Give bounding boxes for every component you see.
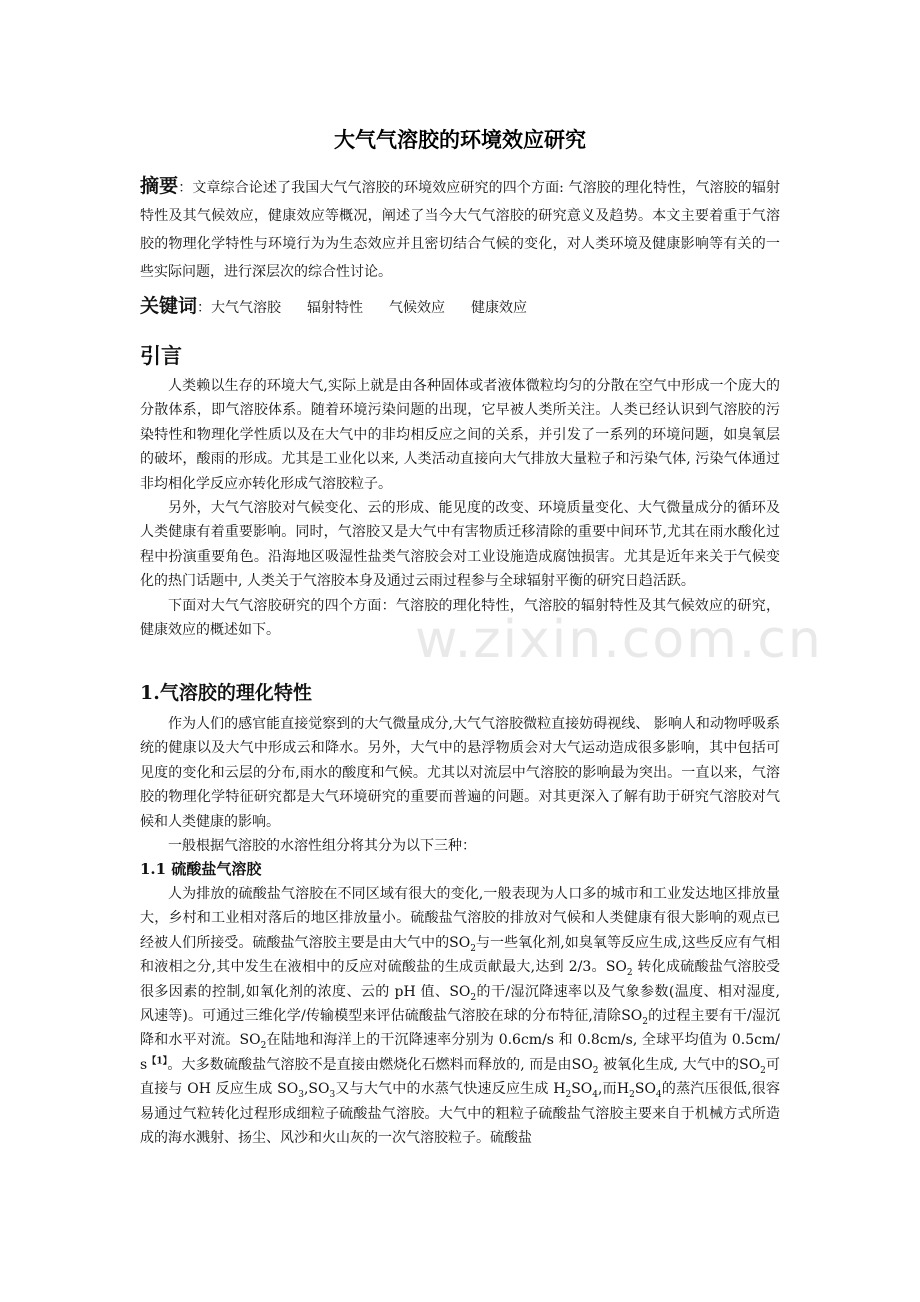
chem-formula: $SO_2$ bbox=[621, 1008, 649, 1027]
text-run: ,而 bbox=[598, 1081, 617, 1098]
keywords bbox=[140, 292, 780, 322]
abstract bbox=[140, 172, 780, 286]
text-run: 又与大气中的水蒸气快速反应生成 bbox=[335, 1081, 554, 1098]
chem-formula: $SO_3$ bbox=[277, 1081, 304, 1101]
text-run: 的蒸汽压很低,很容易通过气粒转化过程形成细粒子硫酸盐气溶胶。大气中的粗粒子硫酸盐气溶胶主要来自于机械方式所造成的海水溅射、扬尘、风沙和火山灰的一次气溶胶粒子。硫酸盐 bbox=[140, 1081, 780, 1147]
abstract-text: ：文章综合论述了我国大气气溶胶的环境效应研究的四个方面: 气溶胶的理化特性，气溶胶的辐射特性及其气候效应，健康效应等概况，阐述了当今大气气溶胶的研究意义及趋势。本文主要着重于气溶胶的物理化学特性与环境行为为生态效应并且密切结合气候的变化，对人类环境及健康影响等有关的一些实际问题，进行深层次的综合性讨论。 bbox=[140, 180, 780, 280]
text-run: 人为排放的硫酸盐气溶胶在不同区域有很大的变化,一般表现为人口多的城市和工业发达地区排放量大，乡村和工业相对落后的地区排放量小。硫酸盐气溶胶的排放对气候和人类健康有很大影响的观点已经被人们所接受。硫酸盐气溶胶主要是由大气中的 bbox=[140, 886, 780, 951]
citation-ref: 【1】 bbox=[147, 1056, 168, 1067]
section1-1-paragraph bbox=[140, 882, 780, 1150]
section1-body bbox=[140, 712, 780, 858]
keyword-item: 辐射特性 bbox=[307, 300, 364, 316]
intro-paragraph: 人类赖以生存的环境大气,实际上就是由各种固体或者液体微粒均匀的分散在空气中形成一个庞大的分散体系，即气溶胶体系。随着环境污染问题的出现，它早被人类所关注。人类已经认识到气溶胶的污染特性和物理化学性质以及在大气中的非均相反应之间的关系，并引发了一系列的环境问题，如臭氧层的破坏，酸雨的形成。尤其是工业化以来, 人类活动直接向大气排放大量粒子和污染气体, 污染气体通过非均相化学反应亦转化形成气溶胶粒子。 bbox=[140, 378, 780, 492]
text-run: 与一些氧化剂,如臭氧等反应生成,这些反应有气相和液相之分,其中发生在液相中的反应对硫酸盐的生成贡献最大,达到 2/3。 bbox=[140, 934, 781, 976]
intro-paragraph: 另外，大气气溶胶对气候变化、云的形成、能见度的改变、环境质量变化、大气微量成分的循环及人类健康有着重要影响。同时，气溶胶又是大气中有害物质迁移清除的重要中间环节,尤其在雨水酸化过程中扮演重要角色。沿海地区吸湿性盐类气溶胶会对工业设施造成腐蚀损害。尤其是近年来关于气候变化的热门话题中, 人类关于气溶胶本身及通过云雨过程参与全球辐射平衡的研究日趋活跃。 bbox=[140, 500, 780, 590]
chem-formula: $SO_2$ bbox=[449, 983, 477, 1003]
text-run: 可直接与 OH 反应生成 bbox=[140, 1056, 781, 1098]
chem-formula: $SO_2$ bbox=[449, 934, 476, 954]
text-run: 的过程主要有干/湿沉降和水平对流。 bbox=[140, 1008, 780, 1049]
text-run: 的干/湿沉降速率以及气象参数(温度、相对湿度, 风速等)。可通过三维化学/传输模型来评估硫酸盐气溶胶在球的分布特征,清除 bbox=[140, 983, 780, 1025]
keyword-item: 气候效应 bbox=[389, 300, 446, 316]
chem-formula: $H_2SO_4$ bbox=[616, 1081, 662, 1101]
keyword-item: 健康效应 bbox=[471, 300, 528, 316]
section1-heading: 1.气溶胶的理化特性 bbox=[140, 682, 312, 704]
intro-paragraph: 下面对大气气溶胶研究的四个方面：气溶胶的理化特性，气溶胶的辐射特性及其气候效应的研究，健康效应的概述如下。 bbox=[140, 597, 780, 639]
chem-formula: $SO_3$ bbox=[308, 1081, 336, 1101]
intro-body bbox=[140, 374, 780, 642]
watermark: w.zixin.com.cn bbox=[415, 610, 823, 670]
abstract-label: 摘要 bbox=[140, 175, 179, 197]
section1-1-body bbox=[140, 882, 780, 1150]
section1-paragraph: 一般根据气溶胶的水溶性组分将其分为以下三种： bbox=[168, 838, 476, 855]
chem-formula: $SO_2$ bbox=[239, 1032, 267, 1052]
section1-paragraph: 作为人们的感官能直接觉察到的大气微量成分,大气气溶胶微粒直接妨碍视线、 影响人和动物呼吸系统的健康以及大气中形成云和降水。另外，大气中的悬浮物质会对大气运动造成很多影响，其中包括可见度的变化和云层的分布,雨水的酸度和气候。尤其以对流层中气溶胶的影响最为突出。一直以来，气溶胶的物理化学特征研究都是大气环境研究的重要而普遍的问题。对其更深入了解有助于研究气溶胶对气候和人类健康的影响。 bbox=[140, 716, 780, 830]
keywords-label: 关键词 bbox=[140, 295, 198, 317]
chem-formula: $SO_2$ bbox=[571, 1056, 599, 1076]
chem-formula: $SO_2$ bbox=[605, 959, 633, 979]
intro-heading: 引言 bbox=[140, 343, 182, 368]
keyword-item: 大气气溶胶 bbox=[211, 300, 282, 316]
text-run: 被氧化生成, 大气中的 bbox=[598, 1056, 740, 1073]
text-run: 在陆地和海洋上的干沉降速率分别为 0.6cm/s 和 0.8cm/s, 全球平均值为 0.5cm/ s bbox=[140, 1032, 780, 1073]
chem-formula: $H_2SO_4$ bbox=[553, 1081, 599, 1101]
keywords-separator: ： bbox=[197, 300, 212, 316]
text-run: , bbox=[303, 1081, 309, 1098]
section1-1-heading: 1.1 硫酸盐气溶胶 bbox=[140, 860, 262, 878]
text-run: 转化成硫酸盐气溶胶受很多因素的控制,如氧化剂的浓度、云的 pH 值、 bbox=[140, 959, 780, 1000]
text-run: 。大多数硫酸盐气溶胶不是直接由燃烧化石燃料而释放的, 而是由 bbox=[167, 1056, 572, 1073]
chem-formula: $SO_2$ bbox=[739, 1056, 766, 1076]
page-title: 大气气溶胶的环境效应研究 bbox=[334, 127, 586, 152]
